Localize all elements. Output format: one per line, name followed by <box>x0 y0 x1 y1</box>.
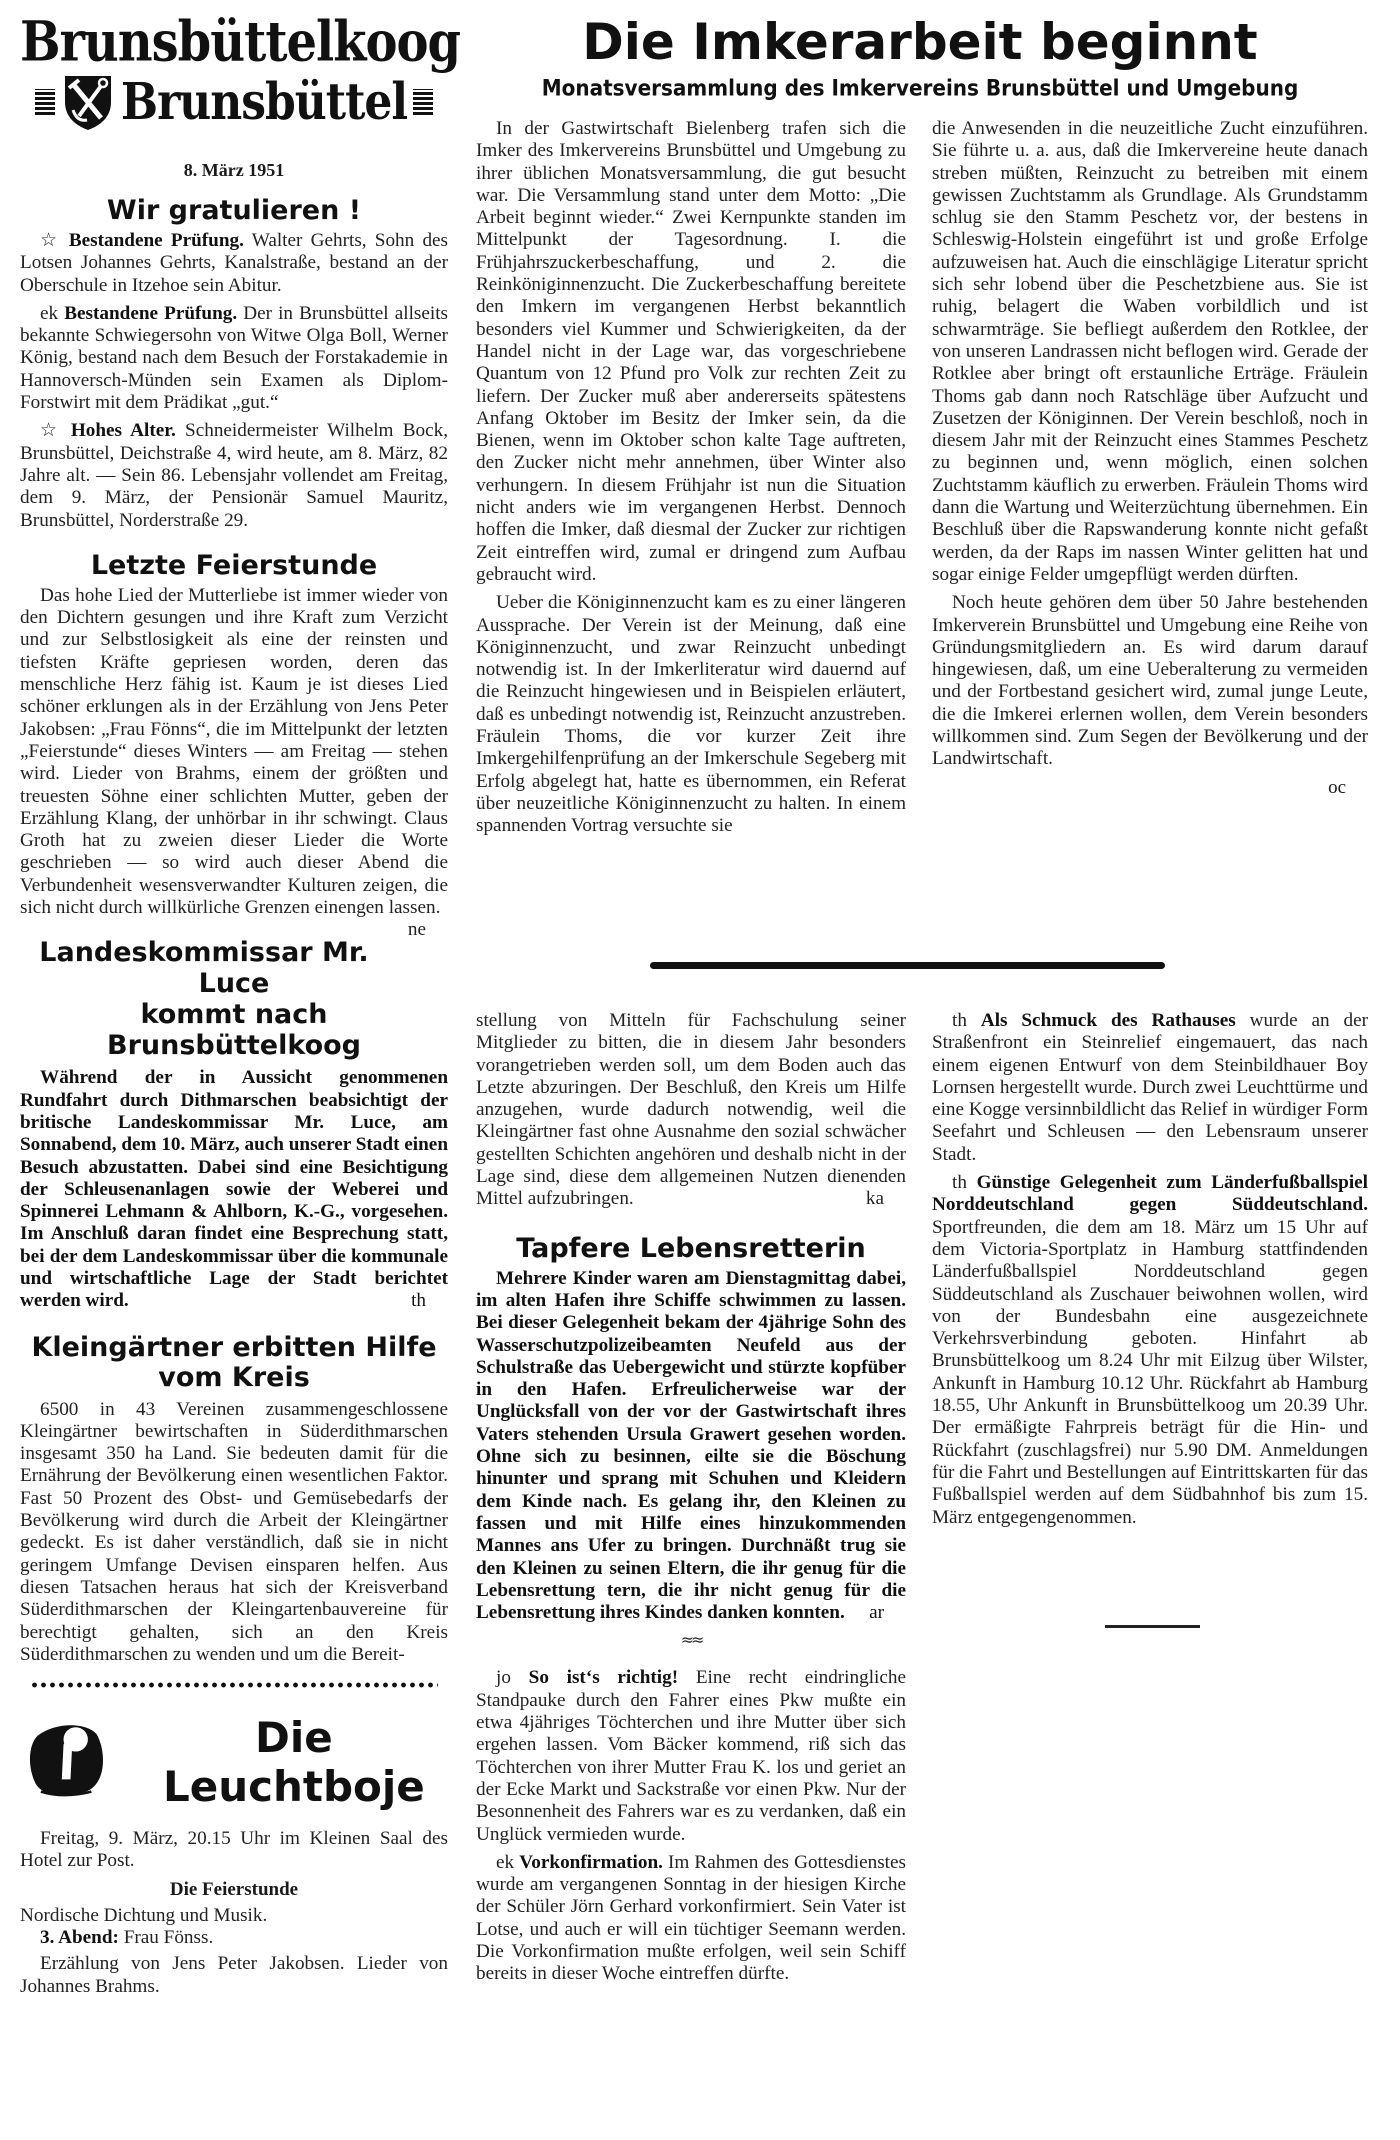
headline-wir-gratulieren: Wir gratulieren ! <box>106 195 362 226</box>
issue-date: 8. März 1951 <box>183 160 285 180</box>
middle-column <box>476 118 906 844</box>
right-column <box>932 118 1368 799</box>
leuchtboje-box <box>20 1712 448 1812</box>
subheadline-imkerarbeit: Monatsversammlung des Imkervereins Brunsbüttel und Umgebung <box>541 74 1299 102</box>
coat-of-arms-anchor-icon <box>61 72 115 132</box>
headline-die-leuchtboje: Die Leuchtboje <box>162 1713 425 1812</box>
leuchtboje-abend: 3. Abend: Frau Fönss. <box>40 1927 214 1949</box>
leuchtboje-event-time: Freitag, 9. März, 20.15 Uhr im Kleinen Saal des Hotel zur Post. <box>20 1828 448 1872</box>
byline: th <box>411 1290 426 1312</box>
article-laenderfussballspiel: th Günstige Gelegenheit zum Länderfußballspiel Norddeutschland gegen Süddeutschland. Sportfreunden, die dem am 18. März um 15 Uhr auf dem Victoria-Sportplatz in Hamburg stattfindenden Länderfußballspiel Norddeutschland gegen Süddeutschland als Zuschauer beiwohnen wollen, wird von der Bundesbahn eine ausgezeichnete Verkehrsverbindung geboten. Hinfahrt ab Brunsbüttelkoog um 8.24 Uhr mit Eilzug über Wilster, Ankunft in Hamburg 10.12 Uhr. Rückfahrt ab Hamburg 18.55, Uhr Ankunft in Brunsbüttelkoog um 20.39 Uhr. Der ermäßigte Fahrpreis beträgt für die Hin- und Rückfahrt (zuschlagsfrei) nur 5.90 DM. Anmeldungen für die Fahrt und Bestellungen auf Eintrittskarten für das Fußballspiel werden auf dem Südbahnhof bis zum 15. März entgegengenommen. <box>932 1172 1368 1528</box>
byline: ne <box>407 919 426 941</box>
left-column <box>20 9 461 2004</box>
article-vorkonfirmation: ek Vorkonfirmation. Im Rahmen des Gottesdienstes wurde am vergangenen Sonntag in der hiesigen Kirche der Schüler Jörn Gerhard vorkonfirmiert. Sein Vater ist Lotse, und auch er will ein tüchtiger Seemann werden. Die Vorkonfirmation mußte erfolgen, weil sein Schiff bereits in dieser Woche eintreffen dürfte. <box>476 1851 906 1985</box>
article-letzte-feierstunde: Das hohe Lied der Mutterliebe ist immer wieder von den Dichtern gesungen und ihre Kraft zum Verzicht und zur Selbstlosigkeit als eine der reinsten und tiefsten Kräfte gepriesen worden, deren das menschliche Herz fähig ist. Kaum je ist dieses Lied schöner erklungen als in der Erzählung von Jens Peter Jakobsen: „Frau Fönns“, die im Mittelpunkt der letzten „Feierstunde“ dieses Winters — am Freitag — stehen wird. Lieder von Brahms, einem der größten und treuesten Söhne einer schlichten Mutter, geben der Erzählung Klang, der unhörbar in ihr schwingt. Claus Groth hat zu zweien dieser Lieder die Worte geschrieben — so wird auch dieser Abend die Verbundenheit wesensverwandter Kulturen zeigen, die sich nicht durch willkürliche Grenzen einengen lassen. ne <box>20 584 448 941</box>
byline: oc <box>1328 776 1346 798</box>
banner-right-ornament <box>413 89 433 115</box>
leuchtboje-program: Erzählung von Jens Peter Jakobsen. Lieder von Johannes Brahms. <box>20 1953 448 1997</box>
end-of-article-rule <box>1105 1625 1200 1628</box>
middle-lower-column <box>476 1010 906 1992</box>
article-schmuck-des-rathauses: th Als Schmuck des Rathauses wurde an der Straßenfront ein Steinrelief eingemauert, das nach einem eigenen Entwurf von dem Steinbildhauer Boy Lornsen hergestellt wurde. Durch zwei Leuchttürme und eine Kogge versinnbildlicht das Relief in würdiger Form Seefahrt und Schleusen — den Lebensraum unserer Stadt. <box>932 1010 1369 1165</box>
right-lower-column <box>932 1010 1368 1535</box>
headline-imkerarbeit: Die Imkerarbeit beginnt <box>582 13 1258 71</box>
article-so-ists-richtig: jo So ist‘s richtig! Eine recht eindringliche Standpauke durch den Fahrer eines Pkw mußte ein etwa 4jähriges Töchterchen und ihre Mutter über sich ergehen lassen. Vom Bäcker kommend, riß sich das Töchterchen von ihrer Mutter Frau K. los und geriet an der Ecke Markt und Sackstraße vor einen Pkw. Nur der Besonnenheit des Fahrers war es zu verdanken, daß ein Unglück vermieden wurde. <box>476 1667 906 1845</box>
headline-kleingaertner: Kleingärtner erbitten Hilfe vom Kreis <box>31 1331 437 1393</box>
byline: ar <box>869 1602 884 1624</box>
leuchtboje-subhead: Die Feierstunde <box>169 1878 299 1900</box>
article-hohes-alter: ☆ Hohes Alter. Schneidermeister Wilhelm Bock, Brunsbüttel, Deichstraße 4, wird heute, am 8. März, 82 Jahre alt. — Sein 86. Lebensjahr vollendet am Freitag, dem 9. März, der Pensionär Samuel Mauritz, Brunsbüttel, Norderstraße 29. <box>20 420 448 531</box>
article-tapfere-lebensretterin: Mehrere Kinder waren am Dienstagmittag dabei, im alten Hafen ihre Schiffe schwimmen zu lassen. Bei dieser Gelegenheit bekam der 4jährige Sohn des Wasserschutzpolizeibeamten Neufeld aus der Schulstraße das Uebergewicht und stürzte kopfüber in den Hafen. Erfreulicherweise war der Unglücksfall von der vor der Gastwirtschaft ihres Vaters stehenden Ursula Grawert gesehen worden. Ohne sich zu besinnen, eilte sie die Böschung hinunter und sprang mit Schuhen und Kleidern dem Kinde nach. Es gelang ihr, den Kleinen zu fassen und mit Hilfe eines hinzukommenden Mannes ans Ufer zu bringen. Durchnäßt trug sie den Kleinen zu seinen Eltern, die ihr genug für die Lebensrettung tern, die ihr nicht genug für die Lebensrettung ihres Kindes danken konnten. ar <box>476 1267 906 1624</box>
article-kleingaertner: 6500 in 43 Vereinen zusammengeschlossene Kleingärtner bewirtschaften in Süderdithmarschen insgesamt 350 ha Land. Sie bedeuten damit für die Ernährung der Bevölkerung einen wesentlichen Faktor. Fast 50 Prozent des Obst- und Gemüsebedarfs der Bevölkerung wird durch die Arbeit der Kleingärtner gedeckt. Es ist daher verständlich, daß sie in nicht geringem Umfange Devisen einsparen helfen. Aus diesen Tatsachen heraus hat sich der Kreisverband Süderdithmarschen der Kleingartenbauvereine für berechtigt gehalten, sich an den Kreis Süderdithmarschen zu wenden und um die Bereit- <box>20 1398 448 1665</box>
article-kleingaertner-continued: stellung von Mitteln für Fachschulung seiner Mitglieder zu bitten, die in diesem Jahr besonders vorangetrieben werden soll, um dem Boden auch das Letzte abzuringen. Der Beschluß, den Kreis um Hilfe anzugehen, wurde dadurch notwendig, weil die Kleingärtner fast ohne Ausnahme den sozial schwächer gestellten Schichten angehören und deshalb nicht in der Lage sind, diese dem allgemeinen Nutzen dienenden Mittel aufzubringen. ka <box>476 1010 906 1210</box>
headline-landeskommissar: Landeskommissar Mr. Luce kommt nach Brunsbüttelkoog <box>39 937 369 1062</box>
banner-left-ornament <box>35 89 55 115</box>
article-imker-part2: Ueber die Königinnenzucht kam es zu einer längeren Aussprache. Der Verein ist der Meinung, daß eine Königinnenzucht, und zwar Reinzucht unbedingt notwendig ist. In der Imkerliteratur wird dauernd auf die Reinzucht hingewiesen und in Beispielen erläutert, daß es unbedingt notwendig ist, Reinzucht anzustreben. Fräulein Thoms, die vor kurzer Zeit ihre Imkergehilfenprüfung an der Imkerschule Segeberg mit Erfolg abgelegt hat, hatte es übernommen, ein Referat über neuzeitliche Königinnenzucht zu halten. In einem spannenden Vortrag versuchte sie <box>476 592 906 837</box>
article-imker-part3: die Anwesenden in die neuzeitliche Zucht einzuführen. Sie führte u. a. aus, daß die Imkervereine heute danach streben müßten, Reinzucht zu betreiben mit einem gewissen Zuchtstamm als Grundlage. Als Grundstamm schlug sie den Stamm Peschetz vor, der bestens in Schleswig-Holstein eingeführt ist und große Erfolge aufzuweisen hat. Auch die einschlägige Literatur spricht sich sehr lobend über die Peschetzbiene aus. Sie ist ruhig, belagert die Waben vorbildlich und ist schwarmträge. Sie befliegt außerdem den Rotklee, der von unseren Landrassen nicht beflogen wird. Gerade der Rotklee aber bringt oft erstaunliche Erträge. Fräulein Thoms gab dann noch Ratschläge über Aufzucht und Zusetzen der Königinnen. Der Verein beschloß, noch in diesem Jahr mit der Reinzucht eines Stammes Peschetz zu beginnen und, wenn möglich, einen solchen Zuchtstamm käuflich zu erwerben. Fräulein Thoms wird dann die Wartung und Weiterzüchtung übernehmen. Ein Beschluß über die Rapswanderung konnte nicht gefaßt werden, da der Raps im nassen Winter gelitten hat und sogar einige Felder umgepflügt werden dürften. <box>932 118 1368 585</box>
lighthouse-buoy-icon <box>20 1712 116 1812</box>
article-bestandene-pruefung-2: ek Bestandene Prüfung. Der in Brunsbüttel allseits bekannte Schwiegersohn von Witwe Olga Boll, Werner König, bestand nach dem Besuch der Forstakademie in Hannoversch-Münden sein Examen als Diplom-Forstwirt mit dem Prädikat „gut.“ <box>20 302 449 414</box>
byline: ka <box>865 1188 884 1210</box>
imker-headline-block <box>470 12 1370 100</box>
masthead-title: Brunsbüttelkoog <box>20 9 461 75</box>
headline-letzte-feierstunde: Letzte Feierstunde <box>90 549 378 581</box>
masthead <box>20 9 461 181</box>
section-divider-rule <box>650 962 1165 969</box>
article-landeskommissar: Während der in Aussicht genommenen Rundfahrt durch Dithmarschen beabsichtigt der britische Landeskommissar Mr. Luce, am Sonnabend, dem 10. März, auch unserer Stadt einen Besuch abzustatten. Dabei sind eine Besichtigung der Schleusenanlagen sowie der Weberei und Spinnerei Lehmann & Ahlborn, K.-G., vorgesehen. Im Anschluß daran findet eine Besprechung statt, bei der dem Landeskommissar über die kommunale und wirtschaftliche Lage der Stadt berichtet werden wird. th <box>20 1067 448 1312</box>
headline-tapfere-lebensretterin: Tapfere Lebensretterin <box>516 1232 866 1264</box>
article-bestandene-pruefung-1: ☆ Bestandene Prüfung. Walter Gehrts, Sohn des Lotsen Johannes Gehrts, Kanalstraße, bestand an der Oberschule in Itzehoe sein Abitur. <box>20 230 449 296</box>
article-imker-part4: Noch heute gehören dem über 50 Jahre bestehenden Imkerverein Brunsbüttel und Umgebung eine Reihe von Gründungsmitgliedern an. Es wird darum darauf hingewiesen, daß, um eine Ueberalterung zu vermeiden und der Fortbestand gesichert wird, zumal junge Leute, die die Imkerei erlernen wollen, dem Verein besonders willkommen sind. Zum Segen der Bevölkerung und der Landwirtschaft. <box>932 592 1368 770</box>
article-imker-part1: In der Gastwirtschaft Bielenberg trafen sich die Imker des Imkervereins Brunsbüttel und Umgebung zu ihrer üblichen Monatsversammlung, die gut besucht war. Die Versammlung stand unter dem Motto: „Die Arbeit beginnt wieder.“ Zwei Kernpunkte standen im Mittelpunkt der Tagesordnung. I. die Frühjahrszuckerbeschaffung, und 2. die Reinköniginnenzucht. Die Zuckerbeschaffung bereitete den Imkern im vergangenen Herbst bekanntlich besonders viel Kummer und Schwierigkeiten, da der Handel nicht in der Lage war, das vorgeschriebene Quantum von 12 Pfund pro Volk zur rechten Zeit zu liefern. Der Zucker muß aber andererseits spätestens Anfang Oktober im Besitz der Imker sein, da die Bienen, wenn im Oktober schon kalte Tage auftreten, den Zucker nicht mehr annehmen, über Winter also verhungern. In diesem Frühjahr ist nun die Situation nicht anders wie im vergangenen Herbst. Dennoch hoffen die Imker, daß diesmal der Zucker zur richtigen Zeit eintreffen wird, zumal er dringend zum Aufbau gebraucht wird. <box>476 118 906 585</box>
wave-ornament-divider: ≈≈ <box>680 1630 702 1650</box>
masthead-subtitle: Brunsbüttel <box>120 72 408 132</box>
dotted-divider <box>30 1680 438 1690</box>
leuchtboje-description: Nordische Dichtung und Musik. <box>20 1904 268 1926</box>
